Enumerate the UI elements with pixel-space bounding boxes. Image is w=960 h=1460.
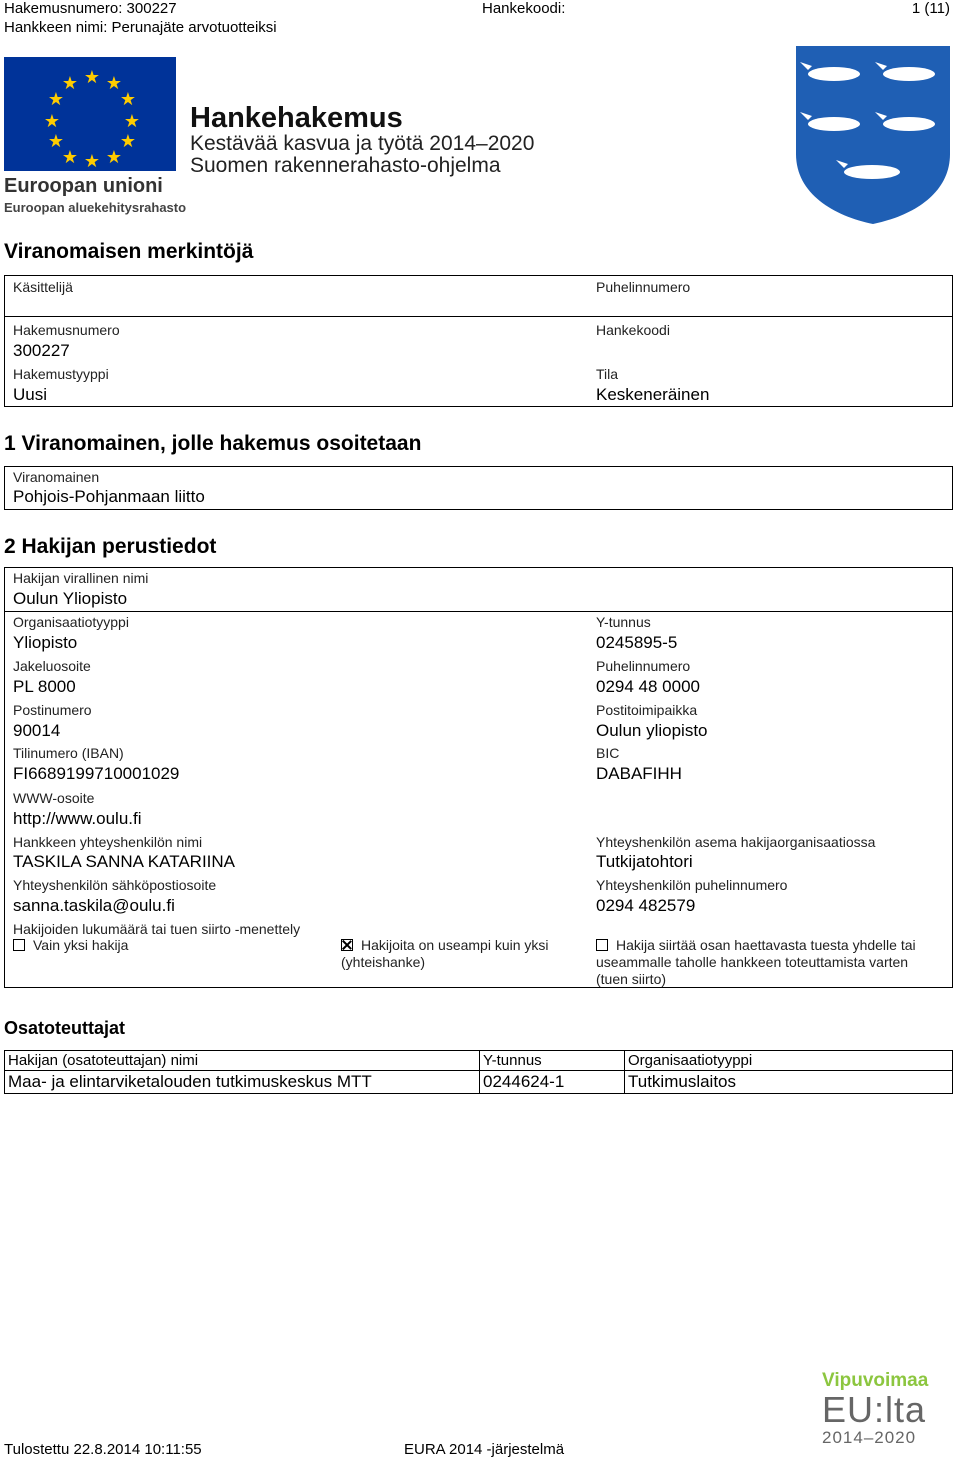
page-subtitle-1: Kestävää kasvua ja työtä 2014–2020 [190, 132, 535, 155]
option-joint-project-label-1: Hakijoita on useampi kuin yksi [361, 937, 549, 953]
footer-system: EURA 2014 -järjestelmä [404, 1441, 565, 1458]
authority-notes-heading: Viranomaisen merkintöjä [4, 240, 254, 263]
svg-text:★: ★ [119, 131, 137, 152]
handler-label: Käsittelijä [13, 279, 73, 295]
application-type-value: Uusi [13, 385, 48, 404]
section2-heading: 2 Hakijan perustiedot [4, 535, 217, 558]
partner-business-id: 0244624-1 [480, 1071, 625, 1094]
partners-table [4, 1050, 953, 1094]
option-aid-transfer[interactable] [596, 937, 916, 988]
svg-text:★: ★ [47, 131, 65, 152]
postcode-label: Postinumero [13, 702, 92, 718]
svg-text:★: ★ [83, 151, 101, 171]
coat-of-arms-icon [794, 44, 952, 226]
svg-text:★: ★ [43, 111, 61, 132]
application-number-label: Hakemusnumero [13, 322, 120, 338]
partner-name: Maa- ja elintarviketalouden tutkimuskeskus MTT [5, 1071, 480, 1094]
partners-col-name: Hakijan (osatoteuttajan) nimi [5, 1051, 480, 1071]
contact-name-label: Hankkeen yhteyshenkilön nimi [13, 834, 203, 850]
authority-notes-top-row [4, 275, 953, 317]
iban-label: Tilinumero (IBAN) [13, 745, 124, 761]
vipuvoimaa-years-text: 2014–2020 [822, 1428, 917, 1447]
contact-phone-label: Yhteyshenkilön puhelinnumero [596, 877, 788, 893]
svg-text:★: ★ [105, 147, 123, 168]
checkbox-joint-project[interactable] [341, 939, 353, 951]
contact-position-label: Yhteyshenkilön asema hakijaorganisaatiossa [596, 834, 876, 850]
header-project-code: Hankekoodi: [482, 0, 566, 17]
eu-logo [4, 57, 187, 215]
contact-name-value: TASKILA SANNA KATARIINA [13, 852, 236, 871]
business-id-value: 0245895-5 [596, 633, 678, 652]
post-office-value: Oulun yliopisto [596, 721, 708, 740]
applicant-phone-value: 0294 48 0000 [596, 677, 700, 696]
option-aid-transfer-label-2: useammalle taholle hankkeen toteuttamista varten [596, 954, 909, 970]
authority-label: Viranomainen [13, 469, 100, 485]
partner-org-type: Tutkimuslaitos [625, 1071, 953, 1094]
org-type-label: Organisaatiotyyppi [13, 614, 129, 630]
status-label: Tila [596, 366, 619, 382]
postcode-value: 90014 [13, 721, 61, 740]
bic-value: DABAFIHH [596, 764, 682, 783]
section1-heading: 1 Viranomainen, jolle hakemus osoitetaan [4, 432, 422, 455]
header-project-name: Hankkeen nimi: Perunajäte arvotuotteiksi [4, 19, 277, 36]
option-single-applicant-label: Vain yksi hakija [33, 937, 129, 953]
header-application-number: Hakemusnumero: 300227 [4, 0, 177, 17]
status-value: Keskeneräinen [596, 385, 710, 404]
checkbox-aid-transfer[interactable] [596, 939, 608, 951]
partners-col-org-type: Organisaatiotyyppi [625, 1051, 953, 1071]
partners-table-header [5, 1051, 953, 1071]
vipuvoimaa-eu-text: EU:lta [822, 1389, 927, 1430]
checkbox-single-applicant[interactable] [13, 939, 25, 951]
svg-text:★: ★ [61, 73, 79, 94]
official-name-label: Hakijan virallinen nimi [13, 570, 149, 586]
option-single-applicant[interactable] [13, 937, 128, 953]
website-value: http://www.oulu.fi [13, 809, 142, 828]
contact-email-label: Yhteyshenkilön sähköpostiosoite [13, 877, 217, 893]
vipuvoimaa-text: Vipuvoimaa [822, 1370, 929, 1391]
eu-logo-text-fund: Euroopan aluekehitysrahasto [4, 200, 187, 215]
authority-phone-label: Puhelinnumero [596, 279, 691, 295]
option-joint-project-label-2: (yhteishanke) [341, 954, 426, 970]
vipuvoimaa-logo [822, 1370, 952, 1456]
table-row [5, 1071, 953, 1094]
application-number-value: 300227 [13, 341, 70, 360]
svg-text:★: ★ [105, 73, 123, 94]
svg-text:★: ★ [47, 89, 65, 110]
partners-col-business-id: Y-tunnus [480, 1051, 625, 1071]
svg-text:★: ★ [123, 111, 141, 132]
applicants-label: Hakijoiden lukumäärä tai tuen siirto -menettely [13, 921, 301, 937]
svg-text:★: ★ [61, 147, 79, 168]
official-name-value: Oulun Yliopisto [13, 589, 128, 608]
website-label: WWW-osoite [13, 790, 95, 806]
partners-heading: Osatoteuttajat [4, 1018, 126, 1038]
option-joint-project[interactable] [341, 937, 549, 971]
option-aid-transfer-label-1: Hakija siirtää osan haettavasta tuesta yhdelle tai [616, 937, 916, 953]
project-code-label: Hankekoodi [596, 322, 670, 338]
iban-value: FI6689199710001029 [13, 764, 180, 783]
bic-label: BIC [596, 745, 620, 761]
org-type-value: Yliopisto [13, 633, 78, 652]
business-id-label: Y-tunnus [596, 614, 651, 630]
option-aid-transfer-label-3: (tuen siirto) [596, 971, 667, 987]
page-title: Hankehakemus [190, 102, 403, 134]
svg-text:★: ★ [119, 89, 137, 110]
eu-flag [4, 57, 176, 171]
eu-logo-text-union: Euroopan unioni [4, 175, 163, 197]
address-label: Jakeluosoite [13, 658, 91, 674]
applicant-phone-label: Puhelinnumero [596, 658, 691, 674]
eu-stars-icon [4, 57, 176, 171]
contact-phone-value: 0294 482579 [596, 896, 696, 915]
application-type-label: Hakemustyyppi [13, 366, 109, 382]
footer-printed: Tulostettu 22.8.2014 10:11:55 [4, 1441, 202, 1458]
svg-text:★: ★ [83, 67, 101, 88]
authority-value: Pohjois-Pohjanmaan liitto [13, 487, 205, 506]
page-subtitle-2: Suomen rakennerahasto-ohjelma [190, 154, 501, 177]
contact-position-value: Tutkijatohtori [596, 852, 693, 871]
post-office-label: Postitoimipaikka [596, 702, 698, 718]
header-page-number: 1 (11) [911, 0, 950, 17]
address-value: PL 8000 [13, 677, 76, 696]
contact-email-value: sanna.taskila@oulu.fi [13, 896, 175, 915]
